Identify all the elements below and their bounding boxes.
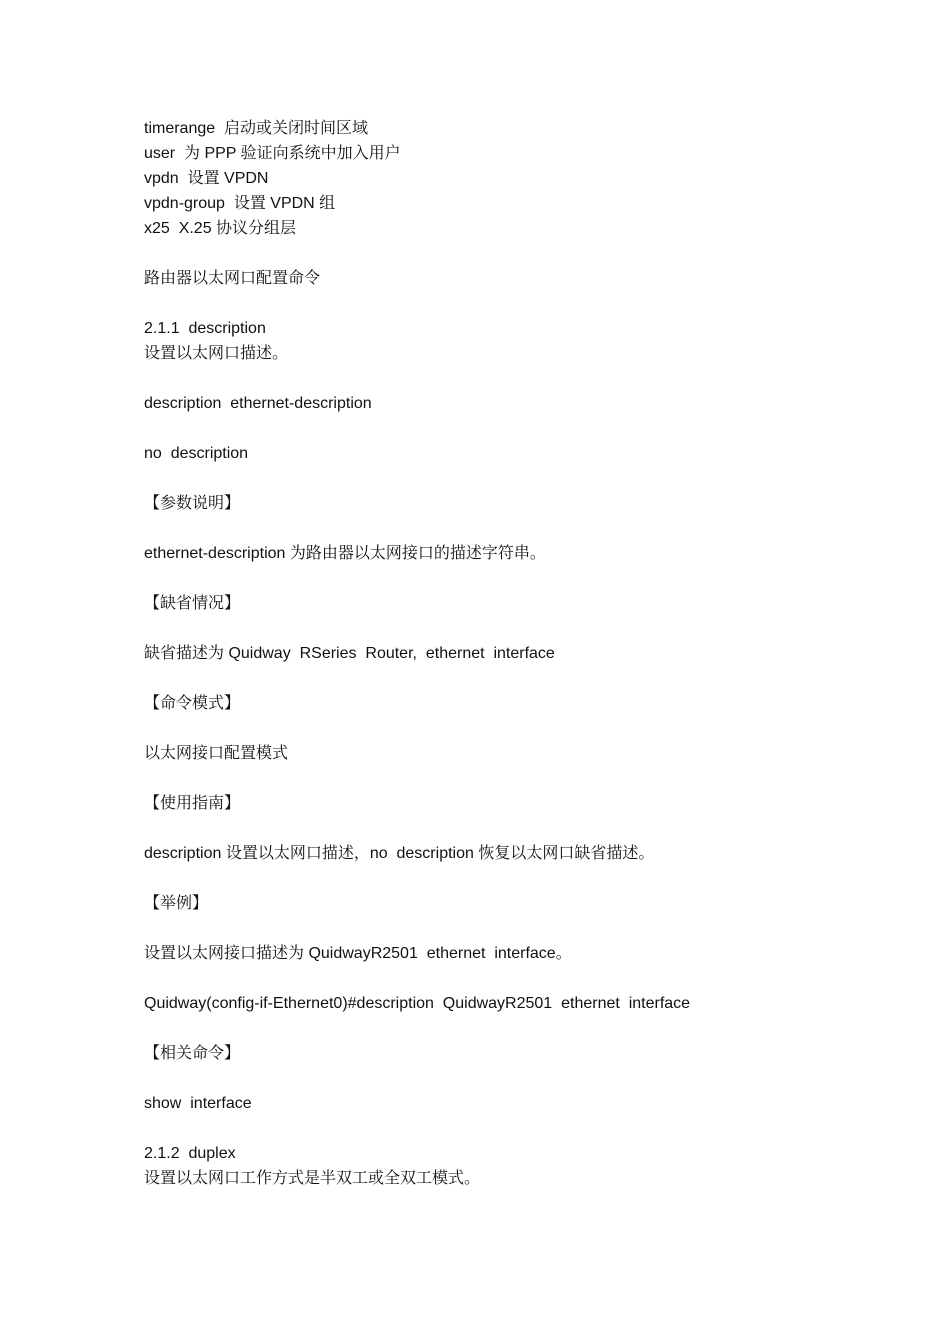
document-body [144,116,844,1191]
bracket-heading: 【使用指南】 [144,795,241,812]
blank-line [144,566,844,591]
blank-line [144,766,844,791]
text-line: vpdn-group 设置 VPDN 组 [144,195,336,212]
blank-line [144,666,844,691]
bracket-heading: 【举例】 [144,895,209,912]
blank-line [144,716,844,741]
subsection-heading: 2.1.1 description [144,320,266,337]
text-line: vpdn 设置 VPDN [144,170,269,187]
text-line: description 设置以太网口描述，no description 恢复以太网口缺省描述。 [144,845,655,862]
command-syntax: description ethernet-description [144,395,372,412]
blank-line [144,1066,844,1091]
command-syntax: no description [144,445,249,462]
text-line: timerange 启动或关闭时间区域 [144,120,369,137]
blank-line [144,616,844,641]
section-heading: 路由器以太网口配置命令 [144,270,321,287]
bracket-heading: 【缺省情况】 [144,595,241,612]
text-line: 设置以太网接口描述为 QuidwayR2501 ethernet interface。 [144,945,572,962]
bracket-heading: 【相关命令】 [144,1045,241,1062]
text-line: 设置以太网口描述。 [144,345,289,362]
blank-line [144,416,844,441]
command-syntax: show interface [144,1095,252,1112]
blank-line [144,241,844,266]
blank-line [144,816,844,841]
blank-line [144,916,844,941]
blank-line [144,291,844,316]
blank-line [144,966,844,991]
blank-line [144,516,844,541]
text-line: 设置以太网口工作方式是半双工或全双工模式。 [144,1170,481,1187]
bracket-heading: 【参数说明】 [144,495,241,512]
text-line: x25 X.25 协议分组层 [144,220,297,237]
blank-line [144,466,844,491]
blank-line [144,366,844,391]
text-line: 以太网接口配置模式 [144,745,289,762]
command-example: Quidway(config-if-Ethernet0)#description QuidwayR2501 ethernet interface [144,995,691,1012]
blank-line [144,1116,844,1141]
blank-line [144,1016,844,1041]
text-line: 缺省描述为 Quidway RSeries Router, ethernet interface [144,645,555,662]
text-line: user 为 PPP 验证向系统中加入用户 [144,145,401,162]
bracket-heading: 【命令模式】 [144,695,241,712]
subsection-heading: 2.1.2 duplex [144,1145,236,1162]
text-line: ethernet-description 为路由器以太网接口的描述字符串。 [144,545,546,562]
blank-line [144,866,844,891]
